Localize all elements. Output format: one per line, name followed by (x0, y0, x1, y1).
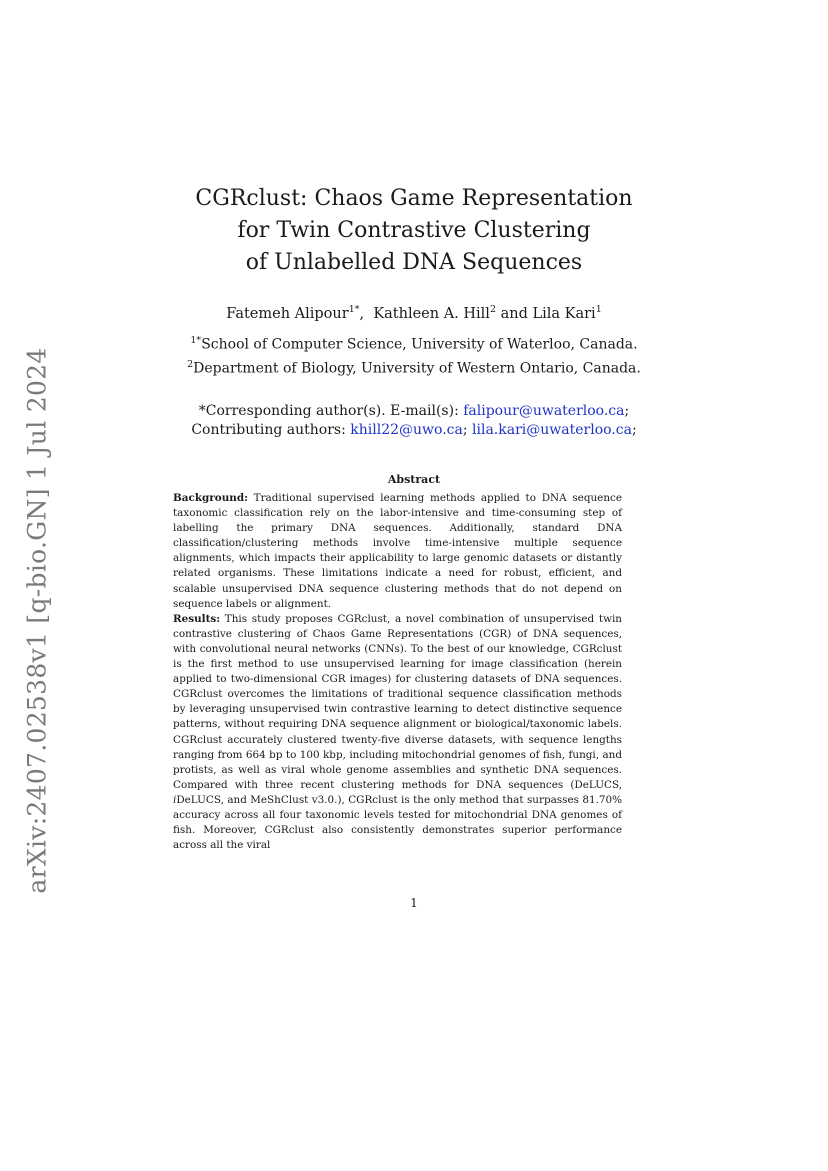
background-label: Background: (173, 492, 248, 504)
page-number: 1 (410, 896, 418, 910)
abstract-results-paragraph (173, 612, 622, 854)
author-name: Kathleen A. Hill (373, 305, 490, 322)
title-line-1: CGRclust: Chaos Game Representation (195, 186, 633, 211)
corresponding-email-link[interactable]: falipour@uwaterloo.ca (463, 403, 625, 419)
contributing-email-link[interactable]: khill22@uwo.ca (350, 422, 463, 438)
contributing-email-link[interactable]: lila.kari@uwaterloo.ca (472, 422, 632, 438)
abstract-background-paragraph (173, 491, 622, 612)
email-separator: ; (462, 422, 473, 438)
author-name: Fatemeh Alipour (226, 305, 349, 322)
corresponding-author-line (140, 402, 688, 421)
author-separator: , (359, 305, 374, 322)
results-text-continued: DeLUCS, and MeShClust v3.0.), CGRclust is the only method that surpasses 81.70% accuracy across all four taxonomic levels tested for mitochondrial DNA genomes of fish. Moreover, CGRclust also consistently demonstrates superior performance across all the viral (173, 793, 622, 852)
author-conjunction: and (496, 305, 533, 322)
corresponding-label: *Corresponding author(s). E-mail(s): (198, 403, 464, 419)
paper-title (140, 183, 688, 279)
affiliation-list (140, 331, 688, 378)
affiliation-line (140, 355, 688, 379)
contributing-label: Contributing authors: (191, 422, 351, 438)
author-list (140, 300, 688, 324)
author-name: Lila Kari (532, 305, 596, 322)
author-affiliation-mark: 1 (595, 304, 602, 315)
abstract-body (173, 491, 622, 853)
correspondence-block (140, 402, 688, 440)
background-text: Traditional supervised learning methods applied to DNA sequence taxonomic classification rely on the labor-intensive and time-consuming step of labelling the primary DNA sequences. Additionally, standard DNA classification/clustering methods involve time-intensive multiple sequence alignments, which impacts their applicability to large genomic datasets or distantly related organisms. These limitations indicate a need for robust, efficient, and scalable unsupervised DNA sequence clustering methods that do not depend on sequence labels or alignment. (173, 492, 622, 610)
contributing-authors-line (140, 421, 688, 440)
author-affiliation-mark: 2 (489, 304, 496, 315)
email-separator: ; (624, 403, 630, 419)
affiliation-text: School of Computer Science, University of Waterloo, Canada. (201, 336, 638, 353)
title-line-3: of Unlabelled DNA Sequences (245, 250, 583, 275)
arxiv-identifier-text: arXiv:2407.02538v1 [q-bio.GN] 1 Jul 2024 (22, 346, 52, 894)
title-line-2: for Twin Contrastive Clustering (237, 218, 591, 243)
affiliation-text: Department of Biology, University of Western Ontario, Canada. (193, 360, 641, 377)
abstract-heading: Abstract (387, 473, 441, 486)
affiliation-mark: 2 (187, 358, 194, 370)
arxiv-identifier-stamp (17, 346, 57, 894)
email-separator: ; (631, 422, 637, 438)
author-affiliation-mark: 1* (348, 304, 360, 315)
affiliation-line (140, 331, 688, 355)
results-italic-prefix: i (173, 793, 177, 806)
results-text: This study proposes CGRclust, a novel combination of unsupervised twin contrastive clustering of Chaos Game Representations (CGR) of DNA sequences, with convolutional neural networks (CNNs). To the best of our knowledge, CGRclust is the first method to use unsupervised learning for image classification (herein applied to two-dimensional CGR images) for clustering datasets of DNA sequences. CGRclust overcomes the limitations of traditional sequence classification methods by leveraging unsupervised twin contrastive learning to detect distinctive sequence patterns, without requiring DNA sequence alignment or biological/taxonomic labels. CGRclust accurately clustered twenty-five diverse datasets, with sequence lengths ranging from 664 bp to 100 kbp, including mitochondrial genomes of fish, fungi, and protists, as well as viral whole genome assemblies and synthetic DNA sequences. Compared with three recent clustering methods for DNA sequences (DeLUCS, (173, 612, 622, 791)
affiliation-mark: 1* (190, 335, 202, 346)
results-label: Results: (173, 612, 221, 625)
